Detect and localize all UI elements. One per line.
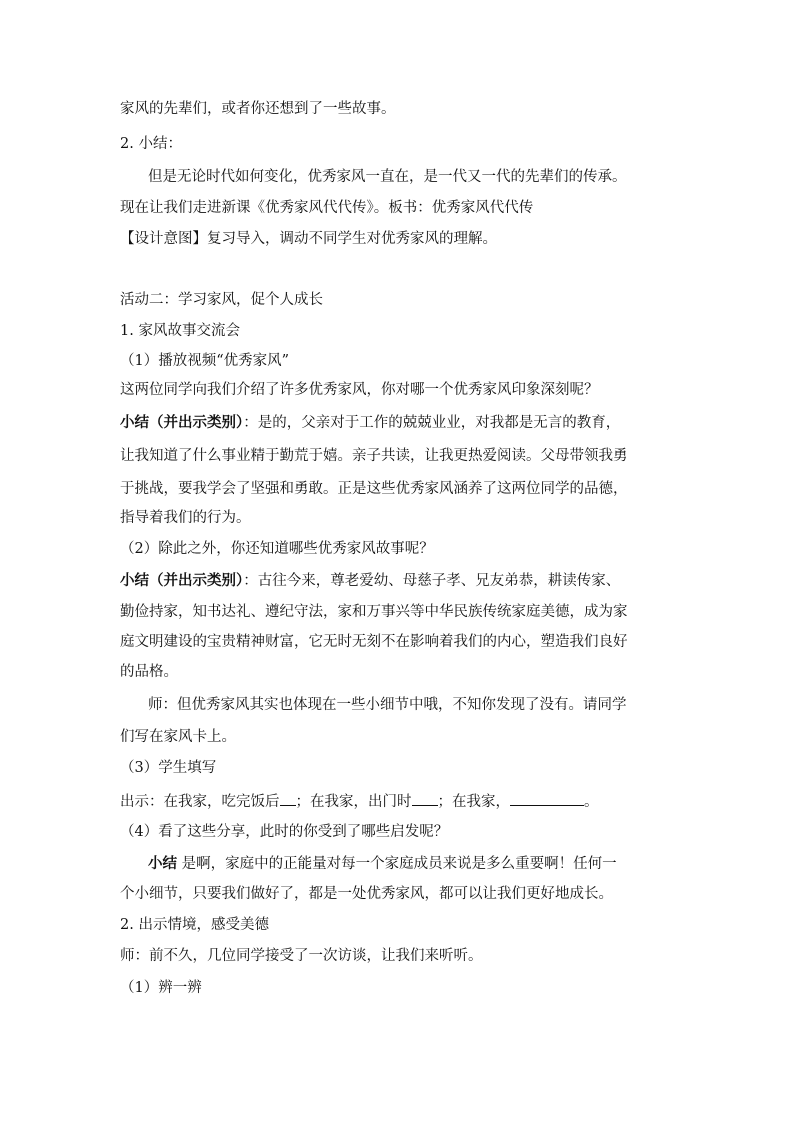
summary-label: 小结 — [148, 855, 177, 872]
section-heading: 1. 家风故事交流会 — [120, 323, 240, 339]
summary-line — [120, 413, 680, 433]
text-line: 现在让我们走进新课《优秀家风代代传》。板书：优秀家风代代传 — [120, 200, 534, 216]
text-line: 庭文明建设的宝贵精神财富，它无时无刻不在影响着我们的内心，塑造我们良好 — [120, 634, 628, 650]
text-line: 师：但优秀家风其实也体现在一些小细节中哦，不知你发现了没有。请同学 — [148, 697, 627, 713]
text-line: 于挑战，要我学会了坚强和勇敢。正是这些优秀家风涵养了这两位同学的品德， — [120, 481, 628, 497]
fill-in-line: 出示：在我家，吃完饭后 ；在我家，出门时 ；在我家， 。 — [120, 791, 680, 812]
blank-going-out — [412, 791, 438, 806]
text-line: 让我知道了什么事业精于勤荒于嬉。亲子共读，让我更热爱阅读。父母带领我勇 — [120, 448, 628, 464]
blank-after-meal — [280, 791, 296, 806]
summary-label: 小结（并出示类别） — [120, 572, 244, 589]
summary-text: ：古往今来，尊老爱幼、母慈子孝、兄友弟恭，耕读传家、 — [243, 573, 621, 589]
summary-text: 是啊，家庭中的正能量对每一个家庭成员来说是多么重要啊！任何一 — [181, 856, 617, 872]
summary-line — [148, 854, 708, 874]
text-line: 们写在家风卡上。 — [120, 729, 236, 745]
design-intent: 【设计意图】复习导入，调动不同学生对优秀家风的理解。 — [120, 231, 497, 247]
summary-line — [120, 571, 680, 591]
summary-text: ：是的，父亲对于工作的兢兢业业，对我都是无言的教育， — [243, 415, 621, 431]
text-line: 的品格。 — [120, 664, 178, 680]
sub-heading: （2）除此之外，你还知道哪些优秀家风故事呢？ — [120, 541, 434, 557]
section-heading: 2. 出示情境，感受美德 — [120, 917, 269, 933]
text-line: 这两位同学向我们介绍了许多优秀家风，你对哪一个优秀家风印象深刻呢？ — [120, 382, 599, 398]
activity-heading: 活动二：学习家风，促个人成长 — [120, 292, 323, 308]
blank-at-home — [510, 791, 584, 806]
sub-heading: （3）学生填写 — [120, 760, 217, 776]
text-line: 个小细节，只要我们做好了，都是一处优秀家风，都可以让我们更好地成长。 — [120, 886, 613, 902]
text-line: 但是无论时代如何变化，优秀家风一直在，是一代又一代的先辈们的传承。 — [148, 169, 627, 185]
sub-heading: （4）看了这些分享，此时的你受到了哪些启发呢？ — [120, 824, 449, 840]
text-line: 勤俭持家，知书达礼、遵纪守法，家和万事兴等中华民族传统家庭美德，成为家 — [120, 604, 628, 620]
section-heading: 2. 小结： — [120, 136, 182, 152]
sub-heading: （1）辨一辨 — [120, 980, 202, 996]
text-line: 师：前不久，几位同学接受了一次访谈，让我们来听听。 — [120, 948, 483, 964]
summary-label: 小结（并出示类别） — [120, 414, 244, 431]
text-line: 家风的先辈们，或者你还想到了一些故事。 — [120, 101, 396, 117]
sub-heading: （1）播放视频“优秀家风” — [120, 353, 290, 369]
text-line: 指导着我们的行为。 — [120, 510, 251, 526]
